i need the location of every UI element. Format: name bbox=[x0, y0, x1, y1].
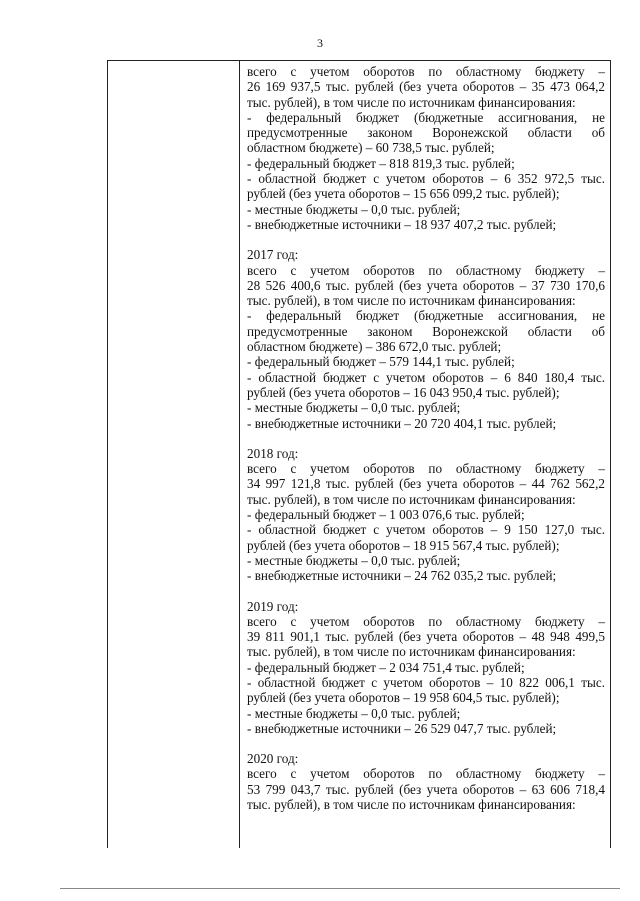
text-line: - областной бюджет с учетом оборотов – 10 822 006,1 тыс. bbox=[247, 674, 605, 690]
text-line: - местные бюджеты – 0,0 тыс. рублей; bbox=[247, 201, 461, 217]
text-line: - местные бюджеты – 0,0 тыс. рублей; bbox=[247, 705, 461, 721]
text-line: всего с учетом оборотов по областному бюджету – bbox=[247, 461, 605, 477]
text-line: - внебюджетные источники – 18 937 407,2 тыс. рублей; bbox=[247, 216, 557, 232]
text-line: рублей (без учета оборотов – 18 915 567,4 тыс. рублей); bbox=[247, 537, 560, 553]
year-block bbox=[247, 64, 605, 232]
text-line: - федеральный бюджет – 818 819,3 тыс. рублей; bbox=[247, 155, 515, 171]
text-line: - федеральный бюджет – 1 003 076,6 тыс. рублей; bbox=[247, 507, 525, 523]
year-heading: 2017 год: bbox=[247, 247, 299, 263]
text-line: - внебюджетные источники – 24 762 035,2 тыс. рублей; bbox=[247, 568, 557, 584]
text-line: рублей (без учета оборотов – 15 656 099,2 тыс. рублей); bbox=[247, 186, 560, 202]
text-line: тыс. рублей), в том числе по источникам финансирования: bbox=[247, 94, 576, 110]
footer-rule bbox=[60, 888, 620, 889]
text-line: - областной бюджет с учетом оборотов – 9 150 127,0 тыс. bbox=[247, 522, 605, 538]
text-line: всего с учетом оборотов по областному бюджету – bbox=[247, 766, 605, 782]
text-line: областном бюджете) – 60 738,5 тыс. рублей; bbox=[247, 140, 495, 156]
text-line: - федеральный бюджет (бюджетные ассигнования, не bbox=[247, 308, 605, 324]
text-line: областном бюджете) – 386 672,0 тыс. рублей; bbox=[247, 339, 502, 355]
text-line: - внебюджетные источники – 26 529 047,7 тыс. рублей; bbox=[247, 720, 557, 736]
text-line: - федеральный бюджет – 579 144,1 тыс. рублей; bbox=[247, 354, 515, 370]
text-line: всего с учетом оборотов по областному бюджету – bbox=[247, 64, 605, 79]
text-line: - местные бюджеты – 0,0 тыс. рублей; bbox=[247, 400, 461, 416]
text-line: тыс. рублей), в том числе по источникам финансирования: bbox=[247, 797, 576, 813]
text-line: рублей (без учета оборотов – 16 043 950,4 тыс. рублей); bbox=[247, 384, 560, 400]
text-line: - федеральный бюджет (бюджетные ассигнования, не bbox=[247, 109, 605, 125]
year-heading: 2018 год: bbox=[247, 445, 299, 461]
year-heading: 2020 год: bbox=[247, 751, 299, 767]
text-line: предусмотренные законом Воронежской области об bbox=[247, 125, 605, 141]
table-right-column bbox=[240, 61, 610, 848]
text-line: - областной бюджет с учетом оборотов – 6 840 180,4 тыс. bbox=[247, 369, 605, 385]
text-line: тыс. рублей), в том числе по источникам финансирования: bbox=[247, 644, 576, 660]
text-line: предусмотренные законом Воронежской области об bbox=[247, 323, 605, 339]
text-line: 34 997 121,8 тыс. рублей (без учета оборотов – 44 762 562,2 bbox=[247, 476, 605, 492]
text-line: тыс. рублей), в том числе по источникам финансирования: bbox=[247, 491, 576, 507]
table-left-column bbox=[108, 61, 240, 848]
document-table bbox=[107, 60, 611, 848]
text-line: всего с учетом оборотов по областному бюджету – bbox=[247, 262, 605, 278]
text-line: 28 526 400,6 тыс. рублей (без учета оборотов – 37 730 170,6 bbox=[247, 277, 605, 293]
text-line: всего с учетом оборотов по областному бюджету – bbox=[247, 613, 605, 629]
year-block bbox=[247, 446, 605, 584]
text-line: - областной бюджет с учетом оборотов – 6 352 972,5 тыс. bbox=[247, 171, 605, 187]
text-line: тыс. рублей), в том числе по источникам финансирования: bbox=[247, 293, 576, 309]
text-line: рублей (без учета оборотов – 19 958 604,5 тыс. рублей); bbox=[247, 690, 560, 706]
text-line: 53 799 043,7 тыс. рублей (без учета оборотов – 63 606 718,4 bbox=[247, 781, 605, 797]
text-line: 26 169 937,5 тыс. рублей (без учета оборотов – 35 473 064,2 bbox=[247, 79, 605, 95]
text-line: - местные бюджеты – 0,0 тыс. рублей; bbox=[247, 552, 461, 568]
year-heading: 2019 год: bbox=[247, 598, 299, 614]
year-block bbox=[247, 599, 605, 737]
text-line: 39 811 901,1 тыс. рублей (без учета оборотов – 48 948 499,5 bbox=[247, 629, 605, 645]
text-line: - внебюджетные источники – 20 720 404,1 тыс. рублей; bbox=[247, 415, 557, 431]
page-number: 3 bbox=[317, 36, 323, 50]
text-line: - федеральный бюджет – 2 034 751,4 тыс. рублей; bbox=[247, 659, 525, 675]
year-block bbox=[247, 247, 605, 431]
year-block bbox=[247, 751, 605, 812]
